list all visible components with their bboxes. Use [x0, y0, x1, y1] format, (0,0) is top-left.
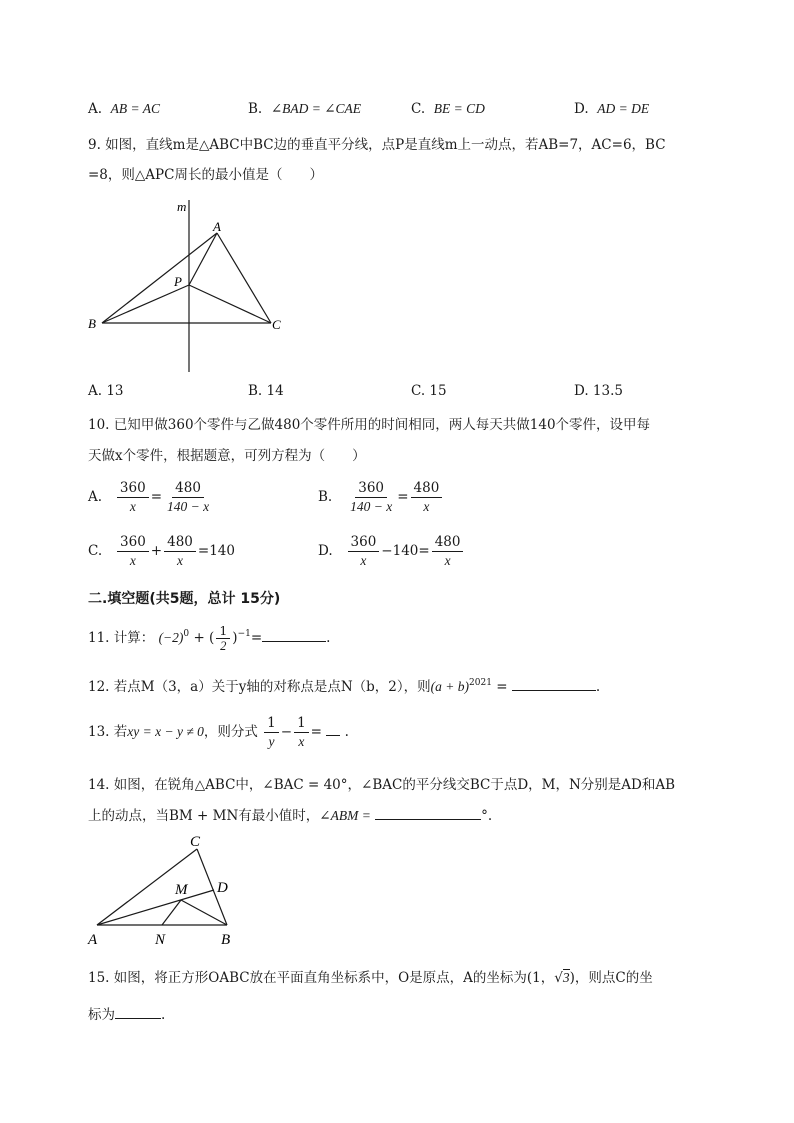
q14-text-line2: 上的动点，当BM + MN有最小值时，∠ABM = °. — [88, 808, 493, 824]
q10-text-line1: 10. 已知甲做360个零件与乙做480个零件所用的时间相同，两人每天共做140个零件，设甲每 — [88, 417, 651, 433]
q8-option-c: C. BE = CD — [411, 101, 485, 117]
q9-text-line1: 9. 如图，直线m是△ABC中BC边的垂直平分线，点P是直线m上一动点，若AB=7，AC=6，BC — [88, 137, 666, 153]
label-d: D — [217, 880, 228, 896]
q15-answer-blank[interactable] — [115, 1018, 161, 1019]
segment-ad — [97, 890, 214, 925]
q9-option-d: D. 13.5 — [574, 383, 623, 399]
q9-text-line2: =8，则△APC周长的最小值是（ ） — [88, 167, 323, 183]
q14-text-line1: 14. 如图，在锐角△ABC中，∠BAC = 40°，∠BAC的平分线交BC于点D，M，N分别是AD和AB — [88, 777, 676, 793]
segment-mb — [181, 900, 227, 925]
label-b: B — [88, 316, 96, 331]
label-b: B — [221, 932, 231, 948]
q8-option-a: A. AB = AC — [88, 101, 160, 117]
section-heading-fill-in: 二.填空题(共5题，总计 15分) — [88, 591, 281, 607]
segment-pb — [102, 285, 189, 323]
q11: 11. 计算： $(-2)^0$ + ( $\frac{1}{2}$ )$^{-1}$= . — [88, 623, 331, 653]
segment-ac — [217, 233, 271, 323]
segment-pa — [189, 233, 217, 285]
q10-text-line2: 天做x个零件，根据题意，可列方程为（ ） — [88, 448, 366, 464]
sqrt-symbol: √ — [554, 970, 563, 986]
q9-option-a: A. 13 — [88, 383, 124, 399]
q14-figure — [85, 828, 245, 948]
q9-option-b: B. 14 — [248, 383, 284, 399]
q10-option-c: C. $\frac{360}{x}$ + $\frac{480}{x}$ =140 — [88, 534, 235, 568]
q13: 13. 若xy = x − y ≠ 0，则分式 $\frac{1}{y}$ − $\frac{1}{x}$ = . — [88, 715, 349, 749]
q10-option-b: B. $\frac{360}{140 - x}$ = $\frac{480}{x}$ — [318, 480, 444, 515]
label-c: C — [190, 834, 201, 850]
label-m: m — [177, 199, 187, 214]
q12: 12. 若点M（3，a）关于y轴的对称点是点N（b，2），则$(a + b)^{2021}$ = . — [88, 678, 601, 695]
label-n: N — [155, 932, 166, 948]
q9-option-c: C. 15 — [411, 383, 447, 399]
q8-option-b: B. ∠BAD = ∠CAE — [248, 101, 362, 117]
segment-ab — [102, 233, 217, 323]
segment-nm — [162, 900, 181, 925]
q11-answer-blank[interactable] — [262, 641, 326, 642]
label-c: C — [272, 317, 281, 332]
q12-answer-blank[interactable] — [512, 690, 596, 691]
q10-option-a: A. $\frac{360}{x}$ = $\frac{480}{140 - x}$ — [88, 480, 210, 514]
label-a: A — [213, 219, 221, 234]
q9-figure — [85, 192, 295, 377]
segment-pc — [189, 285, 271, 323]
label-p: P — [174, 274, 182, 289]
q10-option-d: D. $\frac{360}{x}$ −140= $\frac{480}{x}$ — [318, 534, 465, 569]
q14-answer-blank[interactable] — [375, 819, 481, 820]
q15-text-line1: 15. 如图，将正方形OABC放在平面直角坐标系中，O是原点，A的坐标为(1，√3)，则点C的坐 — [88, 970, 653, 986]
label-m: M — [175, 882, 188, 898]
label-a: A — [88, 932, 98, 948]
q8-option-d: D. AD = DE — [574, 101, 650, 117]
q15-text-line2: 标为 . — [88, 1007, 166, 1023]
q13-answer-blank[interactable] — [326, 735, 340, 736]
